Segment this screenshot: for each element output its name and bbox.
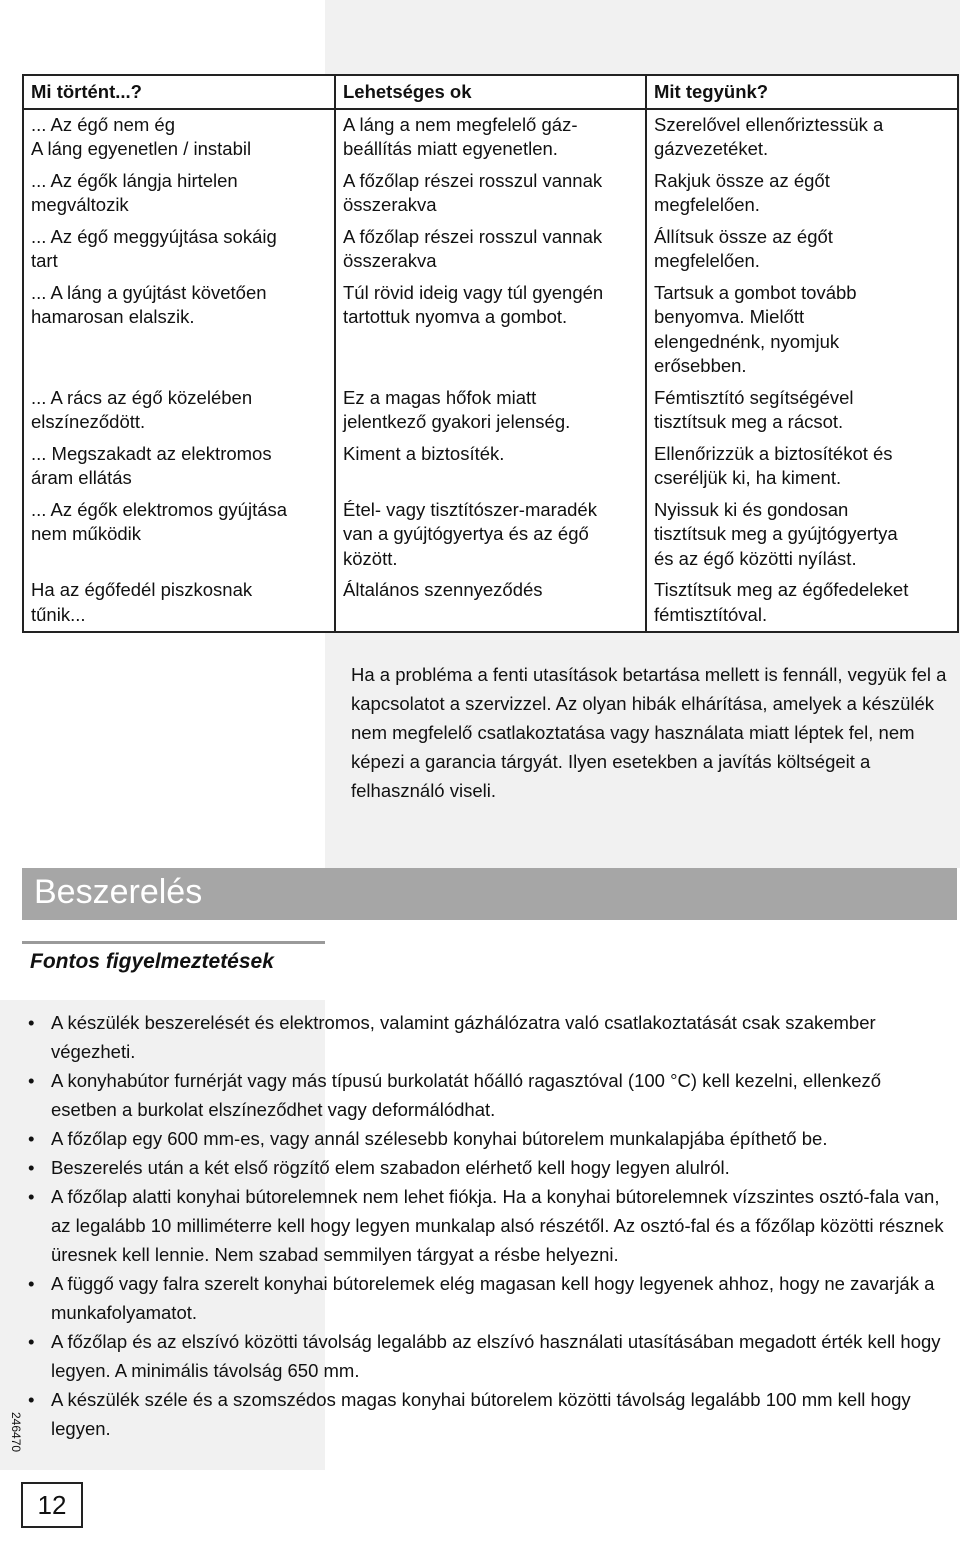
side-document-code: 246470 [9,1412,23,1453]
list-item-text: A főzőlap egy 600 mm-es, vagy annál szélesebb konyhai bútorelem munkalapjába építhető be. [51,1128,828,1149]
cell-what-to-do: Rakjuk össze az égőt megfelelően. [646,166,958,222]
table-row [23,278,958,383]
list-item-text: A készülék széle és a szomszédos magas konyhai bútorelem közötti távolság legalább 100 mm kell hogy legyen. [51,1389,911,1439]
bullet-icon: • [28,1070,35,1091]
cell-what-happened: Ha az égőfedél piszkosnak tűnik... [23,575,335,632]
list-item-text: A főzőlap és az elszívó közötti távolság legalább az elszívó használati utasításában megadott érték kell hogy legyen. A minimális távolság 650 mm. [51,1331,941,1381]
cell-possible-cause: Kiment a biztosíték. [335,439,646,495]
table-header-row [23,75,958,109]
list-item [24,1385,949,1443]
section-title: Beszerelés [34,873,203,911]
header-what-to-do: Mit tegyünk? [646,75,958,109]
table-row [23,495,958,576]
bullet-icon: • [28,1273,35,1294]
warnings-list [24,1008,949,1443]
cell-what-to-do: Tartsuk a gombot tovább benyomva. Mielőtt elengednénk, nyomjuk erősebben. [646,278,958,383]
cell-what-happened: ... A láng a gyújtást követően hamarosan elalszik. [23,278,335,383]
list-item-text: A függő vagy falra szerelt konyhai bútorelemek elég magasan kell hogy legyenek ahhoz, hogy ne zavarják a munkafolyamatot. [51,1273,935,1323]
cell-possible-cause: Ez a magas hőfok miatt jelentkező gyakori jelenség. [335,383,646,439]
subheading-rule [22,941,325,944]
table-body [23,109,958,633]
section-bar [22,868,957,920]
service-note: Ha a probléma a fenti utasítások betartása mellett is fennáll, vegyük fel a kapcsolatot a szervizzel. Az olyan hibák elhárítása, amelyek a készülék nem megfelelő csatlakoztatása vagy használata miatt léptek fel, nem képezi a garancia tárgyát. Ilyen esetekben a javítás költségeit a felhasználó viseli. [351,664,947,801]
list-item [24,1327,949,1385]
cell-what-happened: ... Az égő meggyújtása sokáig tart [23,222,335,278]
list-item [24,1182,949,1269]
cell-what-to-do: Nyissuk ki és gondosan tisztítsuk meg a gyújtógyertya és az égő közötti nyílást. [646,495,958,576]
header-possible-cause: Lehetséges ok [335,75,646,109]
cell-what-happened: ... Az égők lángja hirtelen megváltozik [23,166,335,222]
cell-what-to-do: Ellenőrizzük a biztosítékot és cseréljük ki, ha kiment. [646,439,958,495]
table-row [23,439,958,495]
list-item-text: A főzőlap alatti konyhai bútorelemnek nem lehet fiókja. Ha a konyhai bútorelemnek vízszintes osztó-fala van, az legalább 10 milliméterre kell hogy legyen munkalap alsó részétől. Az osztó-fal és a főzőlap közötti résznek üresnek kell lennie. Nem szabad semmilyen tárgyat a résbe helyezni. [51,1186,944,1265]
cell-what-to-do: Tisztítsuk meg az égőfedeleket fémtisztítóval. [646,575,958,632]
table-row [23,166,958,222]
cell-possible-cause: A láng a nem megfelelő gáz- beállítás miatt egyenetlen. [335,109,646,166]
list-item-text: A konyhabútor furnérját vagy más típusú burkolatát hőálló ragasztóval (100 °C) kell kezelni, ellenkező esetben a burkolat elszíneződhet vagy deformálódhat. [51,1070,882,1120]
table-row [23,109,958,166]
bullet-icon: • [28,1331,35,1352]
cell-what-to-do: Állítsuk össze az égőt megfelelően. [646,222,958,278]
bullet-icon: • [28,1012,35,1033]
list-item [24,1066,949,1124]
bullet-icon: • [28,1186,35,1207]
list-item [24,1124,949,1153]
bullet-icon: • [28,1389,35,1410]
list-item-text: A készülék beszerelését és elektromos, valamint gázhálózatra való csatlakoztatását csak szakember végezheti. [51,1012,876,1062]
list-item [24,1269,949,1327]
list-item [24,1153,949,1182]
troubleshooting-table [22,74,959,633]
cell-possible-cause: A főzőlap részei rosszul vannak összerakva [335,166,646,222]
cell-possible-cause: Étel- vagy tisztítószer-maradék van a gyújtógyertya és az égő között. [335,495,646,576]
header-what-happened: Mi történt...? [23,75,335,109]
bullet-icon: • [28,1157,35,1178]
table-row [23,222,958,278]
cell-possible-cause: A főzőlap részei rosszul vannak összerakva [335,222,646,278]
cell-what-happened: ... A rács az égő közelében elszíneződött. [23,383,335,439]
cell-what-to-do: Szerelővel ellenőriztessük a gázvezetéket. [646,109,958,166]
cell-what-happened: ... Megszakadt az elektromos áram ellátás [23,439,335,495]
bullet-icon: • [28,1128,35,1149]
table-row [23,383,958,439]
list-item-text: Beszerelés után a két első rögzítő elem szabadon elérhető kell hogy legyen alulról. [51,1157,730,1178]
cell-what-happened: ... Az égők elektromos gyújtása nem működik [23,495,335,576]
page-number: 12 [21,1482,83,1528]
table-row [23,575,958,632]
subheading: Fontos figyelmeztetések [30,950,274,973]
cell-what-happened: ... Az égő nem ég A láng egyenetlen / instabil [23,109,335,166]
cell-what-to-do: Fémtisztító segítségével tisztítsuk meg a rácsot. [646,383,958,439]
list-item [24,1008,949,1066]
cell-possible-cause: Általános szennyeződés [335,575,646,632]
cell-possible-cause: Túl rövid ideig vagy túl gyengén tartottuk nyomva a gombot. [335,278,646,383]
